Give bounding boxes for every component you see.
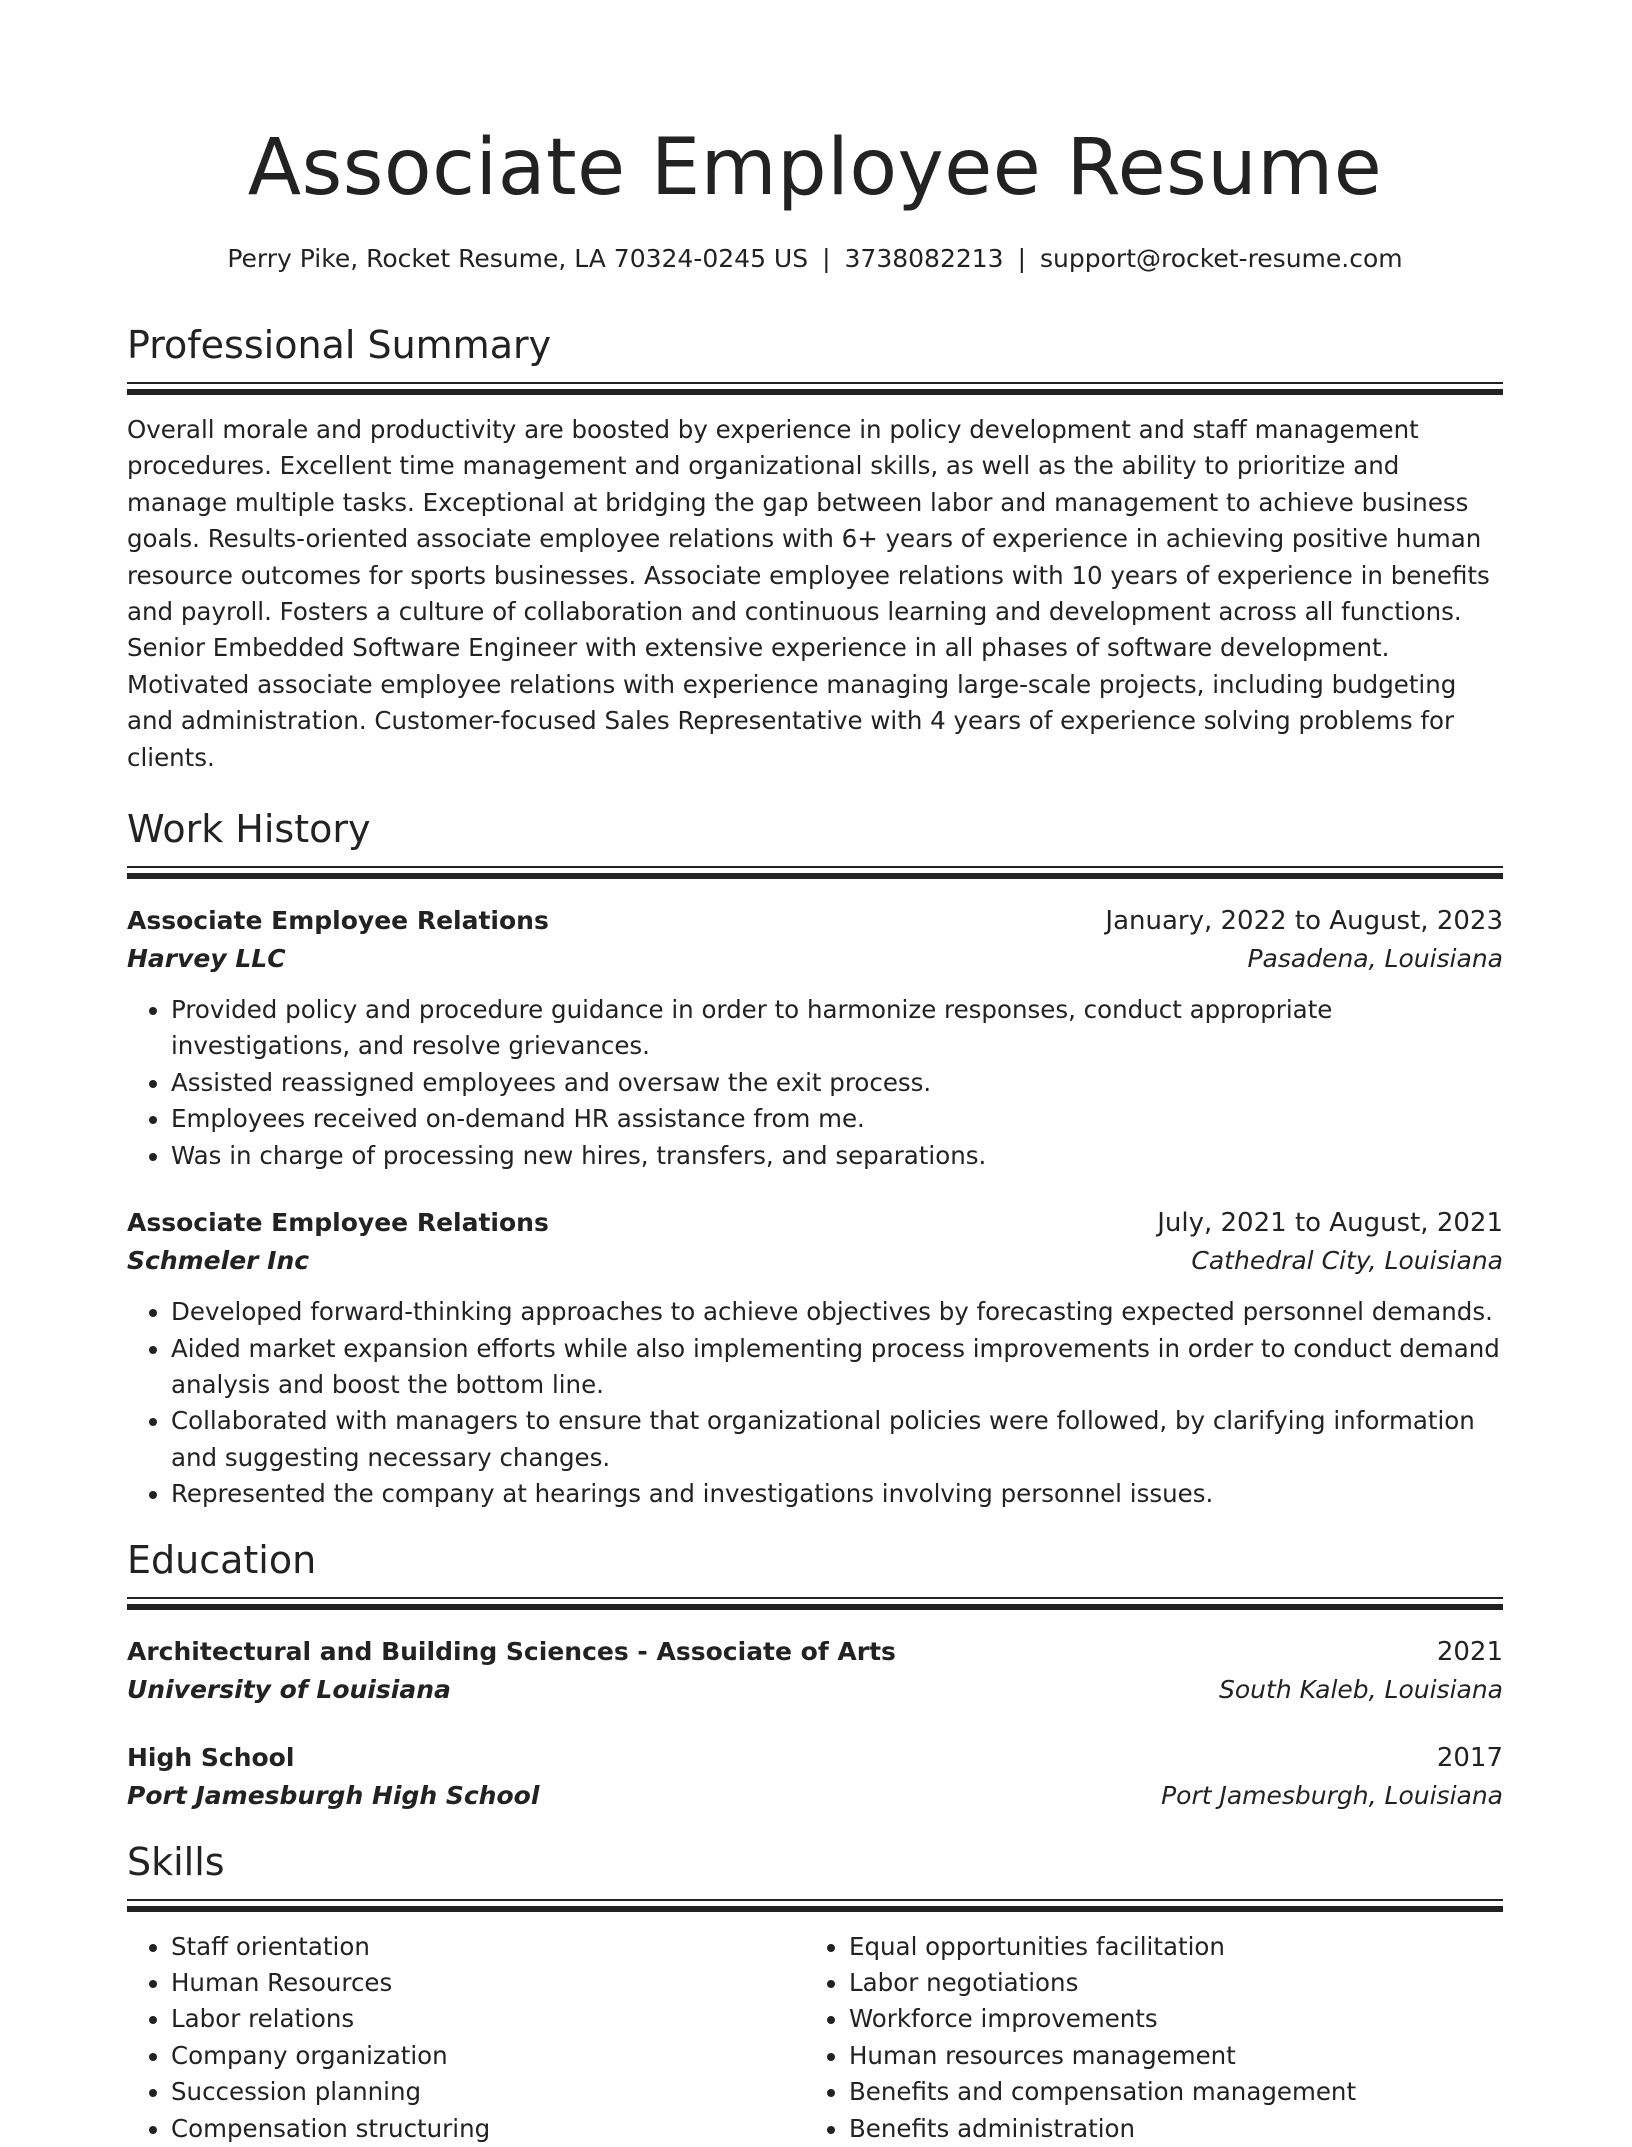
skill-item: • Benefits administration [849, 2111, 1483, 2147]
job-entry [127, 902, 1503, 1174]
section-heading-summary: Professional Summary [127, 323, 552, 367]
job-location: Cathedral City, Louisiana [1191, 1246, 1503, 1276]
skills-columns [127, 1929, 1503, 2147]
skill-item: • Workforce improvements [849, 2001, 1483, 2037]
education-degree: Architectural and Building Sciences - Associate of Arts [127, 1636, 896, 1666]
job-bullets [127, 1294, 1503, 1512]
section-divider [127, 1899, 1503, 1911]
skills-list-right [805, 1929, 1483, 2147]
education-school: Port Jamesburgh High School [127, 1780, 540, 1810]
education-location: Port Jamesburgh, Louisiana [1161, 1780, 1503, 1810]
education-header-row [127, 1739, 1503, 1777]
job-bullet: • Assisted reassigned employees and oversaw the exit process. [171, 1065, 1503, 1101]
job-bullet: • Employees received on-demand HR assistance from me. [171, 1101, 1503, 1137]
education-header-row [127, 1633, 1503, 1671]
education-school: University of Louisiana [127, 1674, 451, 1704]
contact-line [127, 242, 1503, 276]
job-bullet: • Was in charge of processing new hires, transfers, and separations. [171, 1138, 1503, 1174]
section-heading-work-history: Work History [127, 807, 371, 852]
skill-item: • Company organization [171, 2038, 805, 2074]
job-bullets [127, 992, 1503, 1174]
skill-item: • Labor negotiations [849, 1965, 1483, 2001]
job-company: Schmeler Inc [127, 1246, 310, 1276]
job-title: Associate Employee Relations [127, 906, 549, 936]
education-school-row [127, 1671, 1503, 1709]
skill-item: • Succession planning [171, 2074, 805, 2110]
education-year: 2021 [1436, 1636, 1503, 1667]
education-location: South Kaleb, Louisiana [1219, 1674, 1503, 1704]
skill-item: • Human resources management [849, 2038, 1483, 2074]
contact-email: support@rocket-resume.com [1040, 244, 1403, 273]
job-bullet: • Collaborated with managers to ensure that organizational policies were followed, by clarifying information and suggesting necessary changes. [171, 1403, 1503, 1476]
job-header-row [127, 1204, 1503, 1242]
job-company: Harvey LLC [127, 944, 286, 974]
job-dates: January, 2022 to August, 2023 [1105, 906, 1503, 937]
education-school-row [127, 1777, 1503, 1815]
skill-item: • Staff orientation [171, 1929, 805, 1965]
section-heading-education: Education [127, 1537, 317, 1582]
education-entry [127, 1739, 1503, 1815]
skill-item: • Labor relations [171, 2001, 805, 2037]
job-location: Pasadena, Louisiana [1247, 944, 1503, 974]
skills-list-left [127, 1929, 805, 2147]
job-bullet: • Represented the company at hearings and investigations involving personnel issues. [171, 1476, 1503, 1512]
job-header-row [127, 902, 1503, 940]
contact-address: Perry Pike, Rocket Resume, LA 70324-0245 US [227, 244, 809, 273]
resume-page [127, 0, 1503, 2147]
job-dates: July, 2021 to August, 2021 [1157, 1208, 1503, 1239]
job-title: Associate Employee Relations [127, 1208, 549, 1238]
job-bullet: • Provided policy and procedure guidance in order to harmonize responses, conduct appropriate investigations, and resolve grievances. [171, 992, 1503, 1065]
job-bullet: • Aided market expansion efforts while also implementing process improvements in order to conduct demand analysis and boost the bottom line. [171, 1331, 1503, 1404]
contact-separator: | [822, 244, 831, 273]
education-degree: High School [127, 1742, 295, 1772]
skill-item: • Compensation structuring [171, 2111, 805, 2147]
section-divider [127, 382, 1503, 394]
education-entry [127, 1633, 1503, 1709]
summary-text: Overall morale and productivity are boosted by experience in policy development and staff management procedures. Excellent time management and organizational skills, as well as the ability to prioritize and manage multiple tasks. Exceptional at bridging the gap between labor and management to achieve business goals. Results-oriented associate employee relations with 6+ years of experience in achieving positive human resource outcomes for sports businesses. Associate employee relations with 10 years of experience in benefits and payroll. Fosters a culture of collaboration and continuous learning and development across all functions. Senior Embedded Software Engineer with extensive experience in all phases of software development. Motivated associate employee relations with experience managing large-scale projects, including budgeting and administration. Customer-focused Sales Representative with 4 years of experience solving problems for clients. [127, 415, 1490, 772]
section-heading-skills: Skills [127, 1839, 225, 1884]
contact-phone: 3738082213 [844, 244, 1004, 273]
skill-item: • Equal opportunities facilitation [849, 1929, 1483, 1965]
skill-item: • Human Resources [171, 1965, 805, 2001]
job-company-row [127, 1242, 1503, 1280]
job-company-row [127, 940, 1503, 978]
section-divider [127, 1597, 1503, 1609]
section-divider [127, 866, 1503, 878]
education-year: 2017 [1436, 1742, 1503, 1773]
skill-item: • Benefits and compensation management [849, 2074, 1483, 2110]
job-entry [127, 1204, 1503, 1512]
resume-title: Associate Employee Resume [247, 123, 1383, 213]
job-bullet: • Developed forward-thinking approaches to achieve objectives by forecasting expected personnel demands. [171, 1294, 1503, 1330]
contact-separator: | [1017, 244, 1027, 273]
